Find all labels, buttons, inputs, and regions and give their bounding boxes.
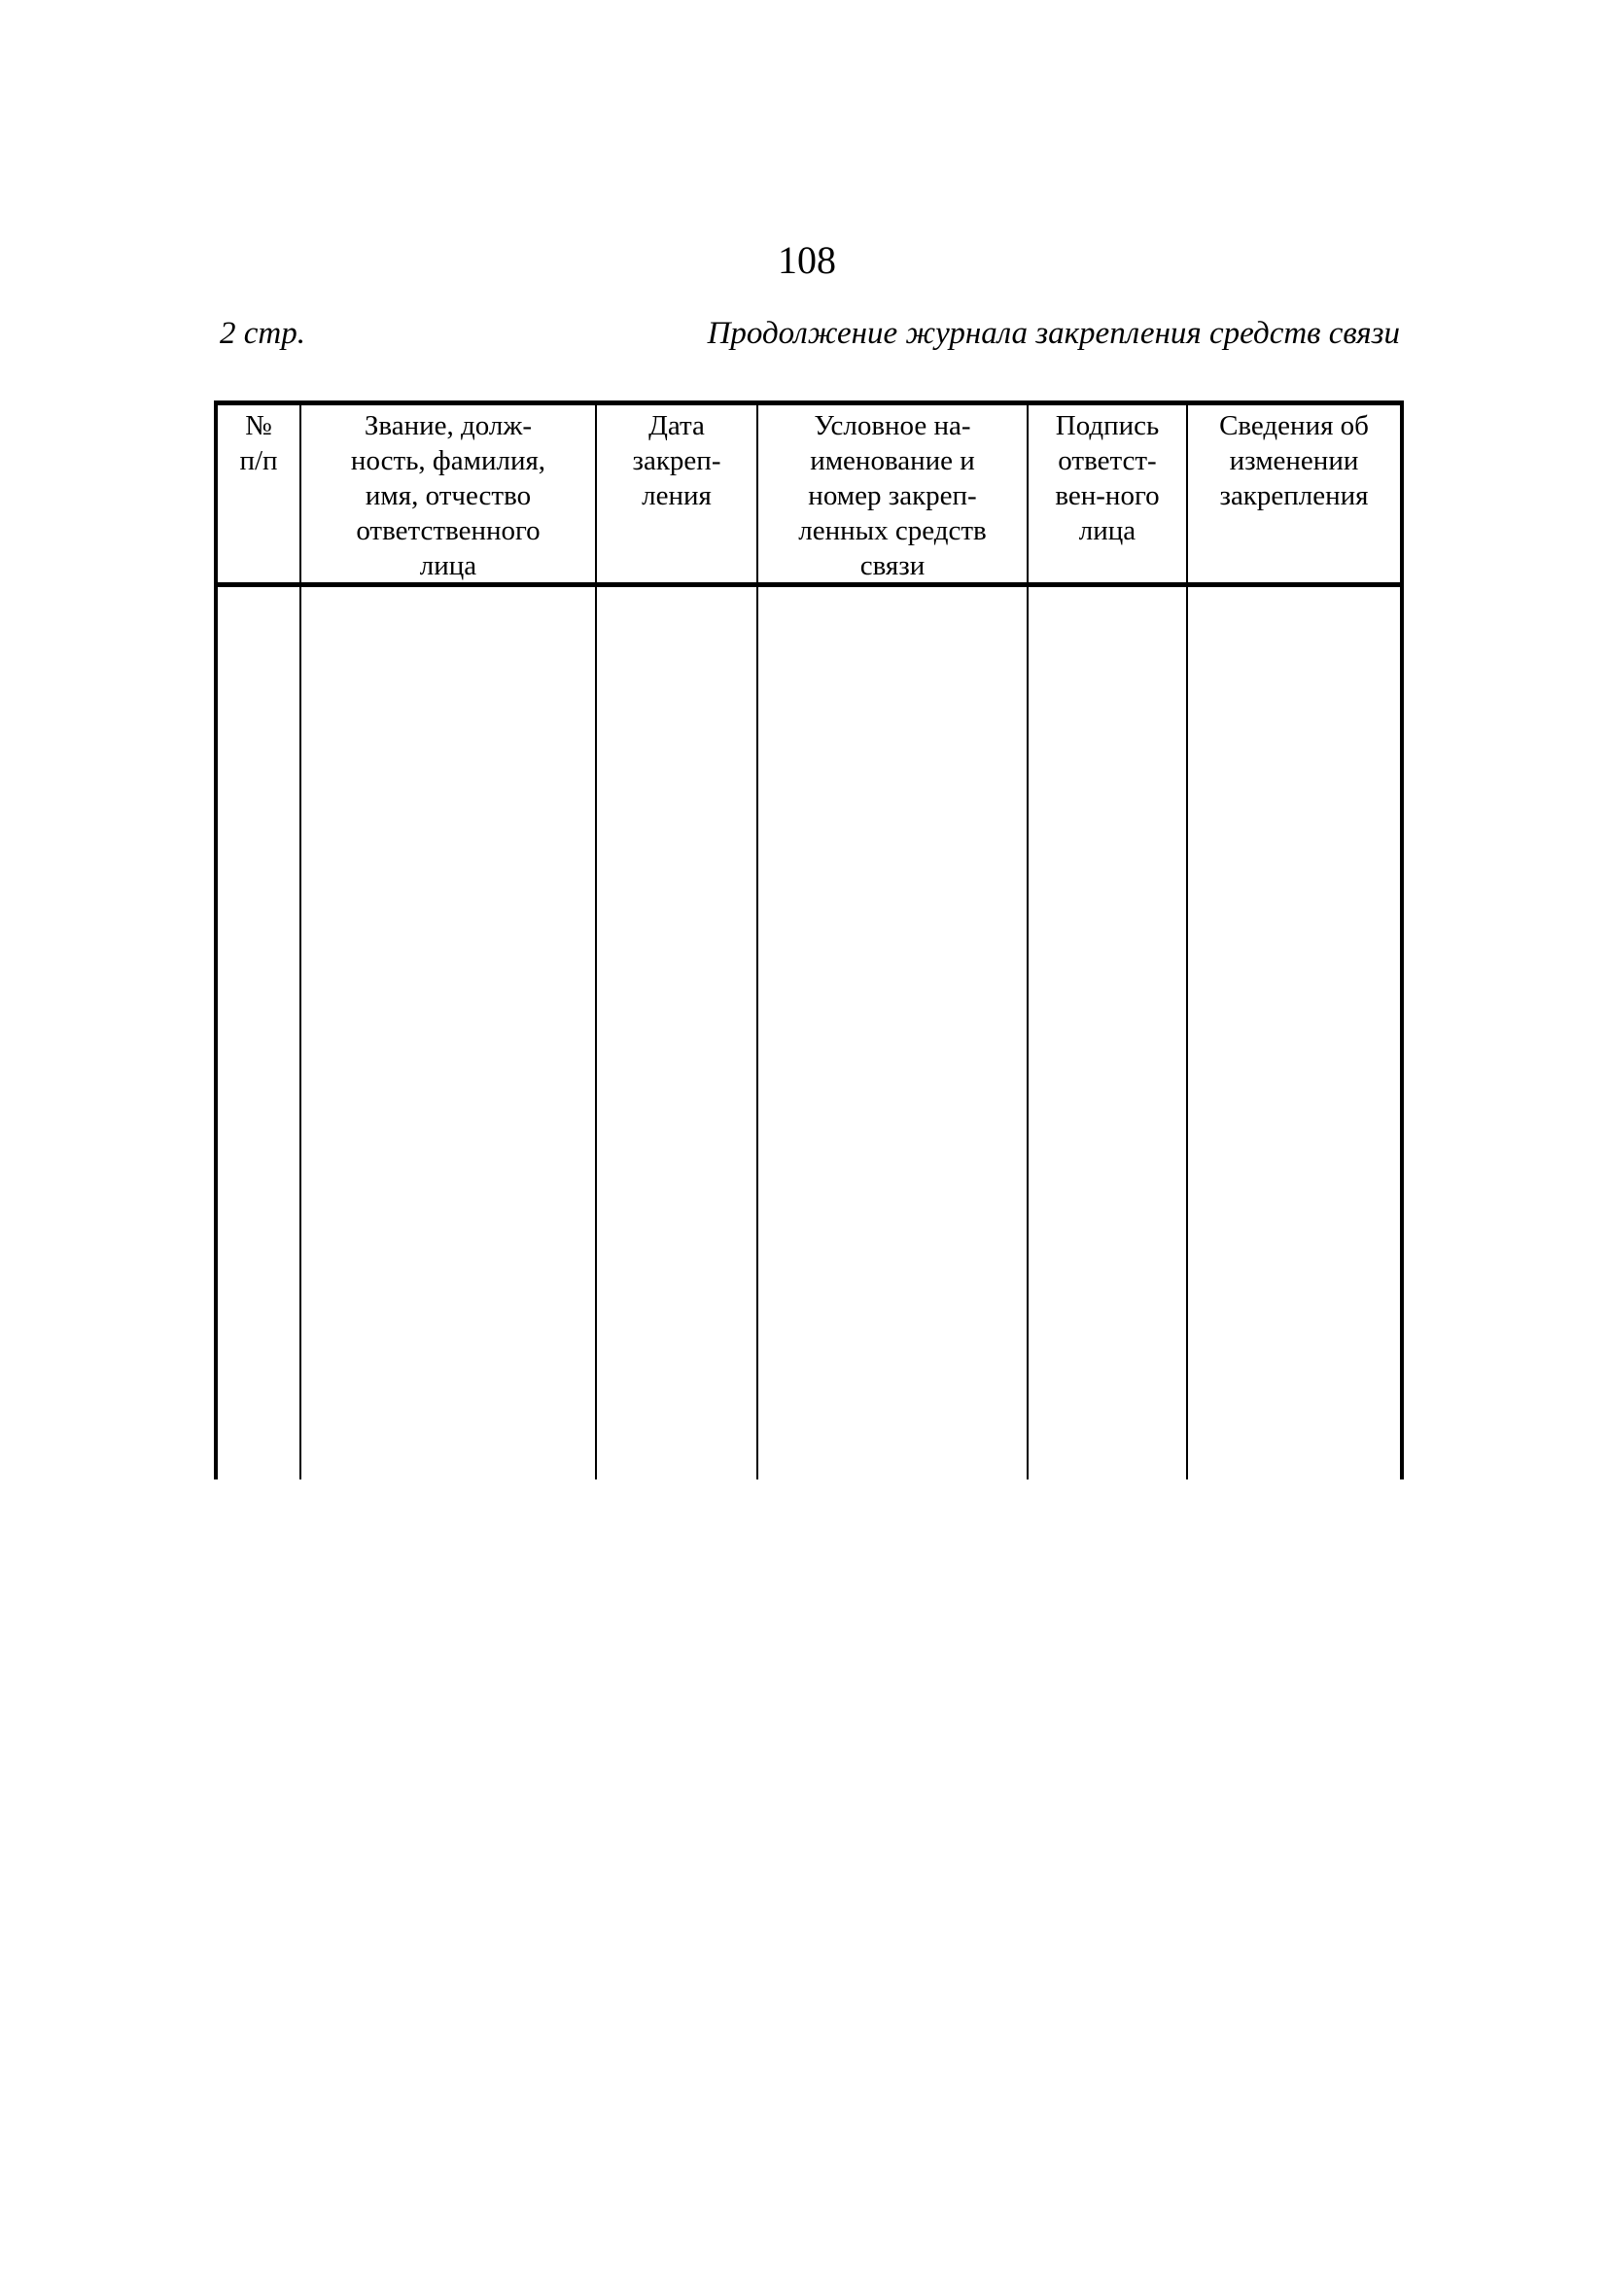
journal-title: Продолжение журнала закрепления средств связи (707, 316, 1400, 351)
table-header-rule (218, 582, 1400, 587)
table-cell-responsible-person[interactable] (301, 589, 595, 1479)
page-label: 2 стр. (220, 316, 305, 351)
table-top-rule (218, 400, 1400, 405)
column-header-responsible-person: Звание, долж- ность, фамилия, имя, отчество ответственного лица (350, 410, 546, 581)
table-cell-number[interactable] (218, 589, 299, 1479)
table-cell-changes[interactable] (1188, 589, 1400, 1479)
table-cell-assignment-date[interactable] (597, 589, 756, 1479)
column-header-signature: Подпись ответст- вен-ного лица (1055, 410, 1160, 546)
table-cell-signature[interactable] (1029, 589, 1186, 1479)
column-header-number: № п/п (239, 410, 278, 476)
column-header-changes: Сведения об изменении закрепления (1219, 410, 1369, 511)
column-header-assignment-date: Дата закреп- ления (632, 410, 721, 511)
journal-table (214, 400, 1404, 1479)
column-header-equipment-name: Условное на- именование и номер закреп- ленных средств связи (798, 410, 987, 581)
page-number: 108 (778, 238, 836, 282)
table-cell-equipment-name[interactable] (758, 589, 1027, 1479)
